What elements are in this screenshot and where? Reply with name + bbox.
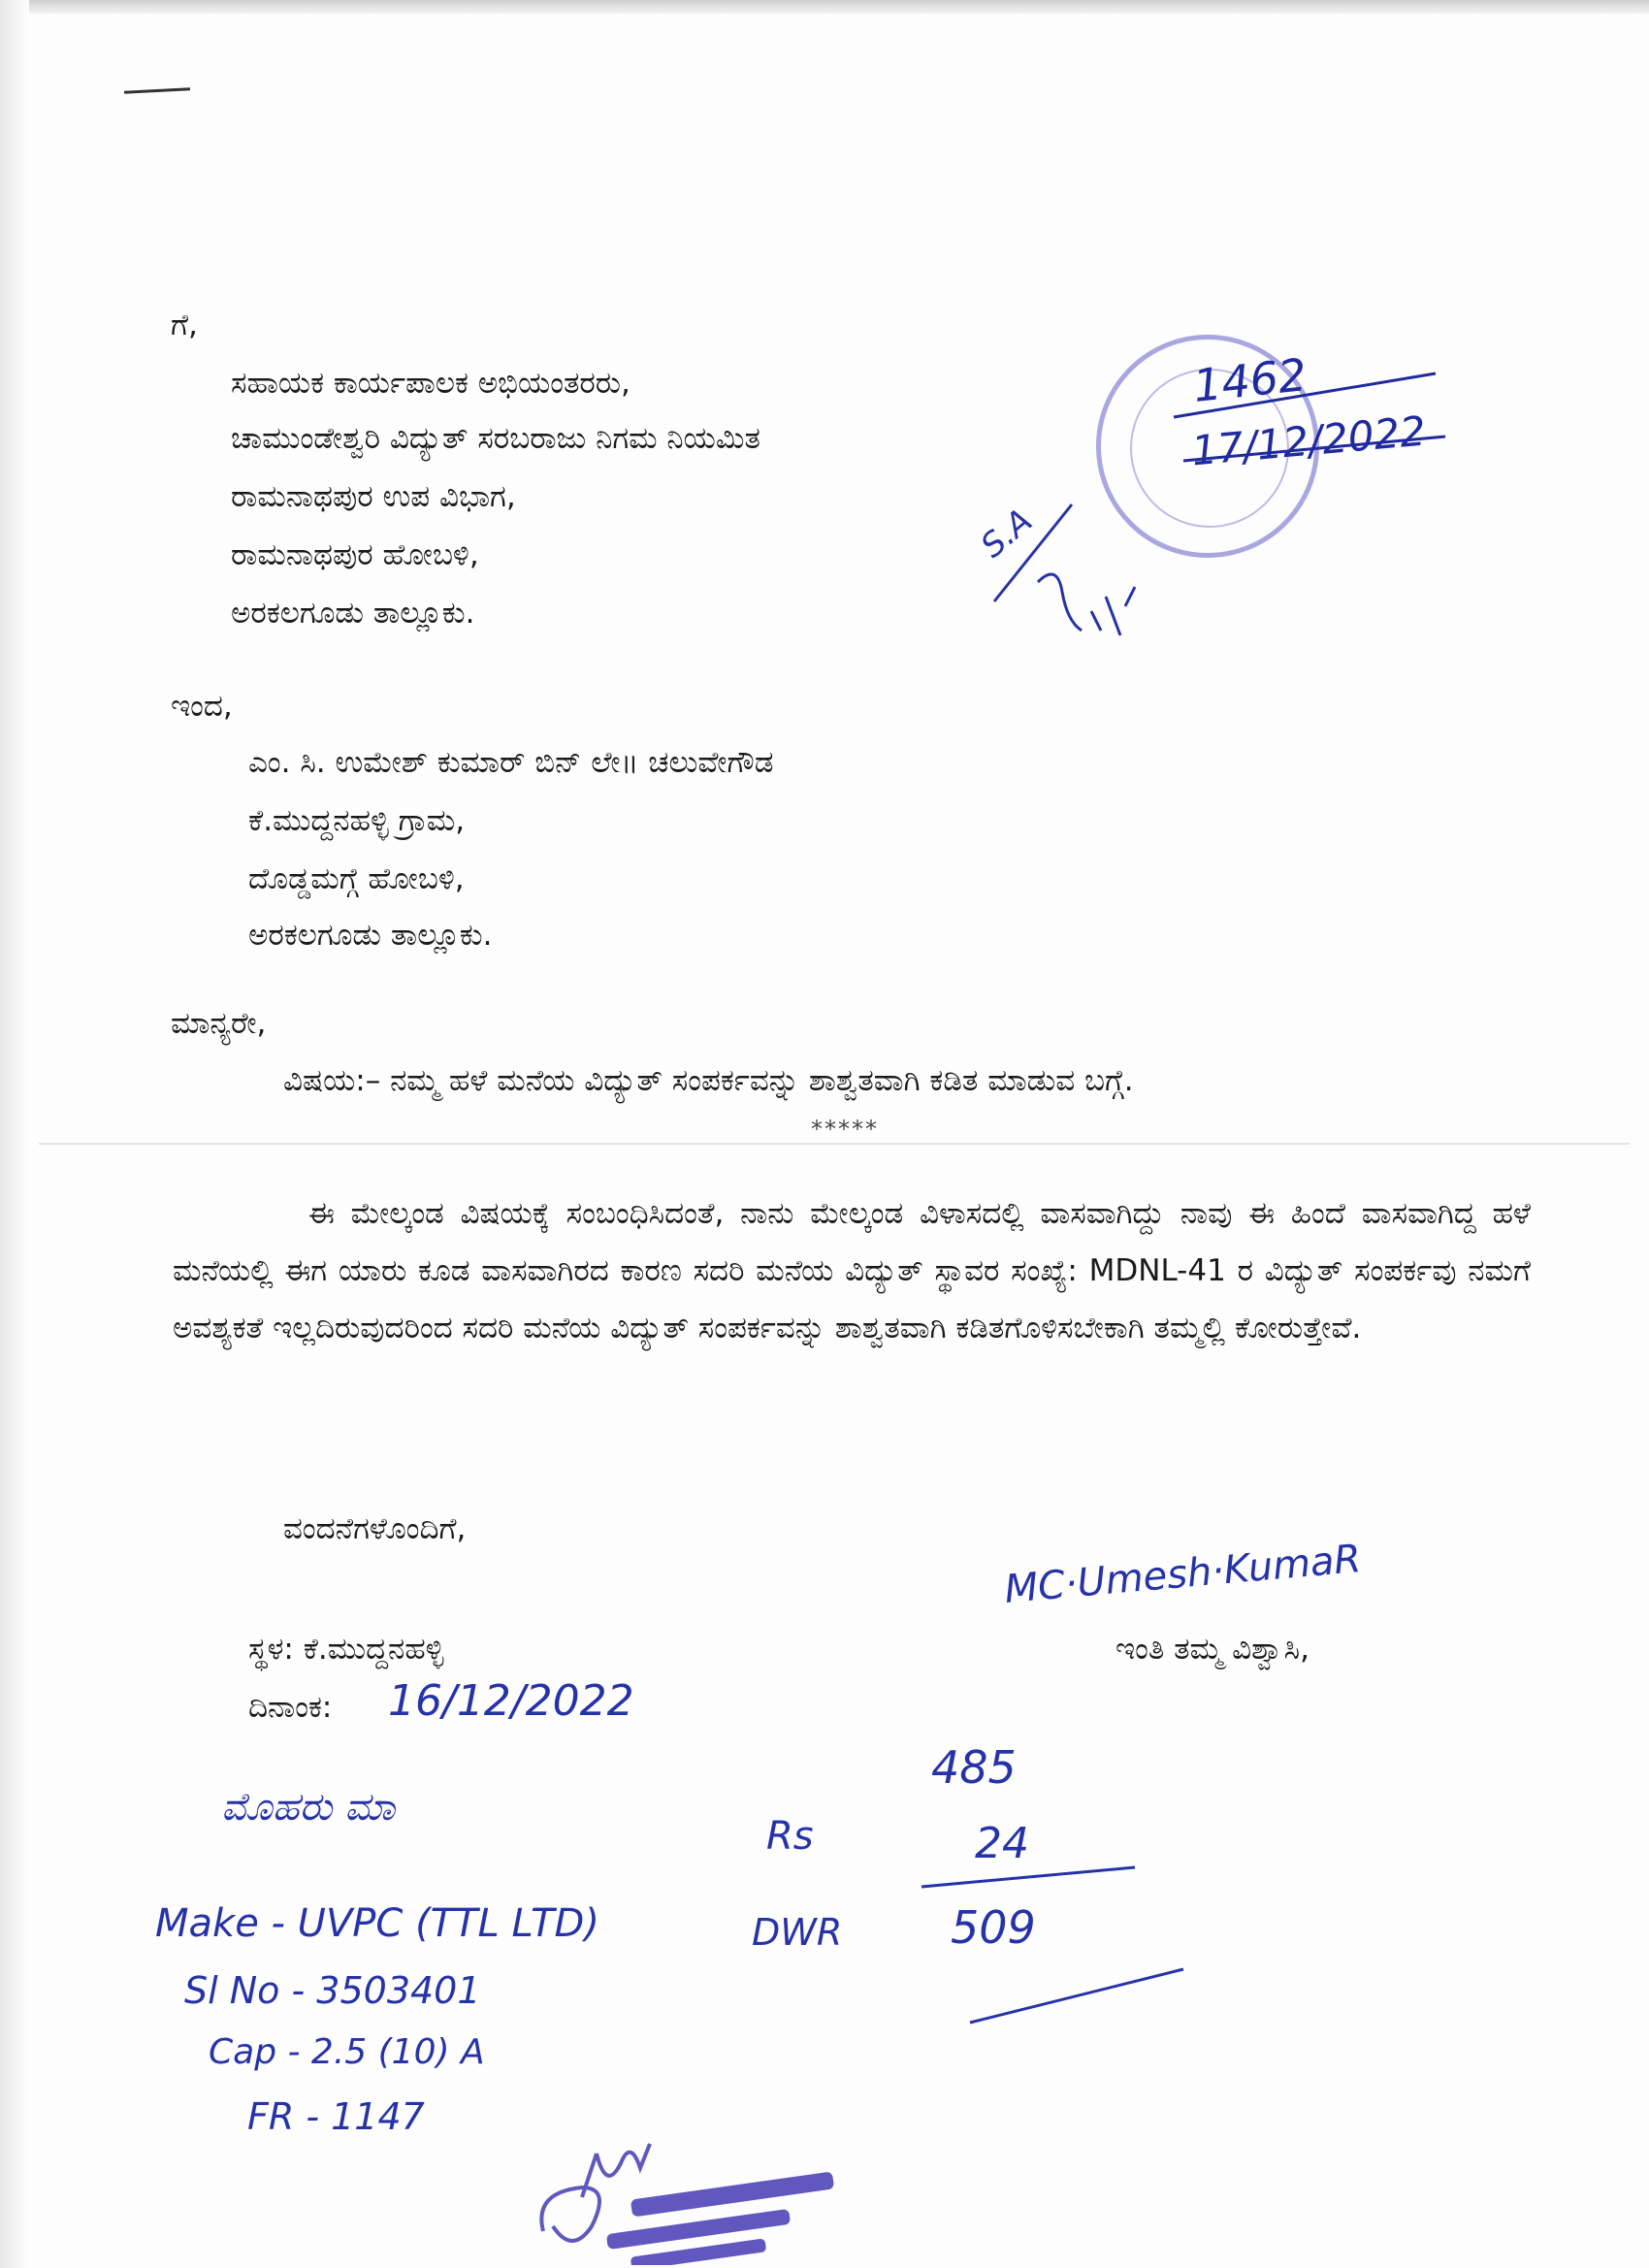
meter-serial-number: Sl No - 3503401 xyxy=(184,1969,481,2012)
kannada-note: ಮೊಹರು ಮಾ xyxy=(221,1785,396,1830)
sum-underlines xyxy=(912,1863,1203,2037)
recipient-line-1: ಸಹಾಯಕ ಕಾರ್ಯಪಾಲಕ ಅಭಿಯಂತರರು, xyxy=(231,366,630,401)
separator-stars: ***** xyxy=(811,1116,879,1143)
sender-line-4: ಅರಕಲಗೂಡು ತಾಲ್ಲೂಕು. xyxy=(248,918,493,953)
from-label: ಇಂದ, xyxy=(171,689,233,724)
official-seal-signature xyxy=(514,2139,844,2265)
rs-label: Rs xyxy=(766,1814,814,1859)
scan-edge-left xyxy=(0,0,29,2268)
amount-1: 485 xyxy=(931,1741,1017,1794)
body-paragraph: ಈ ಮೇಲ್ಕಂಡ ವಿಷಯಕ್ಕೆ ಸಂಬಂಧಿಸಿದಂತೆ, ನಾನು ಮೇಲ್ಕಂಡ ವಿಳಾಸದಲ್ಲಿ ವಾಸವಾಗಿದ್ದು ನಾವು ಈ ಹಿಂದೆ ವಾಸವಾಗಿದ್ದ ಹಳೆ ಮನೆಯಲ್ಲಿ ಈಗ ಯಾರು ಕೂಡ ವಾಸವಾಗಿರದ ಕಾರಣ ಸದರಿ ಮನೆಯ ವಿದ್ಯುತ್ ಸ್ಥಾವರ ಸಂಖ್ಯೆ: MDNL-41 ರ ವಿದ್ಯುತ್ ಸಂಪರ್ಕವು ನಮಗೆ ಅವಶ್ಯಕತೆ ಇಲ್ಲದಿರುವುದರಿಂದ ಸದರಿ ಮನೆಯ ವಿದ್ಯುತ್ ಸಂಪರ್ಕವನ್ನು ಶಾಶ್ವತವಾಗಿ ಕಡಿತಗೊಳಿಸಬೇಕಾಗಿ ತಮ್ಮಲ್ಲಿ ಕೋರುತ್ತೇವೆ. xyxy=(173,1196,1531,1345)
paper-fold-line xyxy=(39,1143,1630,1145)
sender-line-2: ಕೆ.ಮುದ್ದನಹಳ್ಳಿ ಗ್ರಾಮ, xyxy=(248,803,466,838)
inward-number: 1462 xyxy=(1190,348,1310,412)
handwritten-date: 16/12/2022 xyxy=(388,1676,634,1726)
recipient-line-2: ಚಾಮುಂಡೇಶ್ವರಿ ವಿದ್ಯುತ್ ಸರಬರಾಜು ನಿಗಮ ನಿಯಮಿತ xyxy=(231,421,760,456)
subject-line: ವಿಷಯ:– ನಮ್ಮ ಹಳೆ ಮನೆಯ ವಿದ್ಯುತ್ ಸಂಪರ್ಕವನ್ನು ಶಾಶ್ವತವಾಗಿ ಕಡಿತ ಮಾಡುವ ಬಗ್ಗೆ. xyxy=(283,1063,1134,1098)
sender-line-3: ದೊಡ್ಡಮಗ್ಗೆ ಹೋಬಳಿ, xyxy=(248,861,465,896)
amount-total: 509 xyxy=(951,1901,1036,1954)
ink-dash-mark xyxy=(124,87,190,94)
recipient-line-4: ರಾಮನಾಥಪುರ ಹೋಬಳಿ, xyxy=(231,537,479,572)
place-line: ಸ್ಥಳ: ಕೆ.ಮುದ್ದನಹಳ್ಳಿ xyxy=(248,1632,444,1667)
meter-capacity: Cap - 2.5 (10) A xyxy=(209,2032,485,2072)
to-label: ಗೆ, xyxy=(171,308,198,342)
amount-2: 24 xyxy=(975,1819,1029,1868)
stamp-ink-strokes xyxy=(1164,359,1455,466)
dwr-label: DWR xyxy=(752,1911,843,1954)
signature: MC·Umesh·KumaR xyxy=(1002,1537,1364,1612)
meter-make: Make - UVPC (TTL LTD) xyxy=(155,1901,599,1946)
inward-date: 17/12/2022 xyxy=(1189,406,1428,475)
date-label: ದಿನಾಂಕ: xyxy=(248,1690,333,1725)
sa-mark: S.A xyxy=(973,501,1041,567)
closing: ವಂದನೆಗಳೊಂದಿಗೆ, xyxy=(283,1511,467,1546)
sender-line-1: ಎಂ. ಸಿ. ಉಮೇಶ್ ಕುಮಾರ್ ಬಿನ್ ಲೇ॥ ಚಲುವೇಗೌಡ xyxy=(248,745,774,780)
recipient-line-3: ರಾಮನಾಥಪುರ ಉಪ ವಿಭಾಗ, xyxy=(231,479,516,514)
yours-faithfully: ಇಂತಿ ತಮ್ಮ ವಿಶ್ವಾಸಿ, xyxy=(1116,1632,1310,1667)
meter-fr-reading: FR - 1147 xyxy=(247,2095,425,2138)
initials-scribble xyxy=(980,485,1145,650)
scan-edge-top xyxy=(0,0,1649,14)
recipient-line-5: ಅರಕಲಗೂಡು ತಾಲ್ಲೂಕು. xyxy=(231,596,475,631)
greeting: ಮಾನ್ಯರೇ, xyxy=(171,1006,267,1041)
